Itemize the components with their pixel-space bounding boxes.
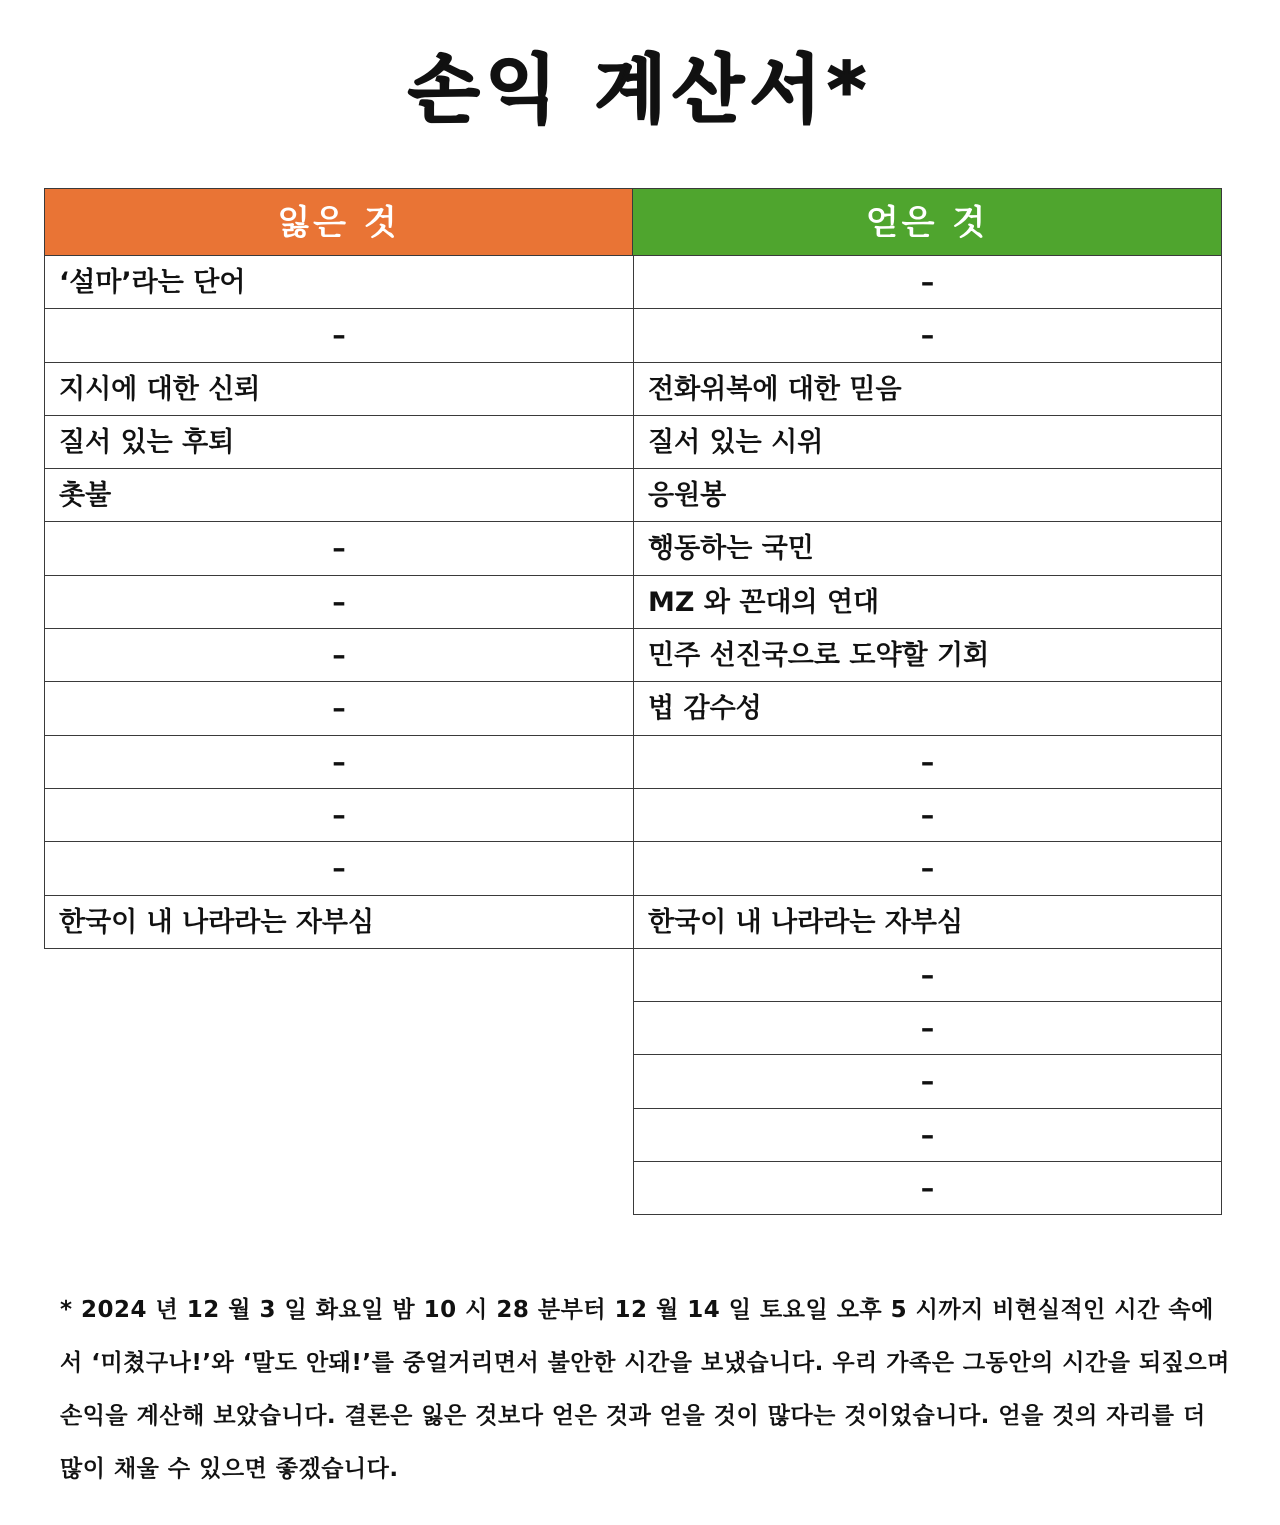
lost-row: –	[44, 736, 633, 789]
lost-row: 한국이 내 나라라는 자부심	[44, 896, 633, 949]
gained-row: 민주 선진국으로 도약할 기회	[633, 629, 1222, 682]
gained-row: –	[633, 1162, 1222, 1215]
gained-row: 한국이 내 나라라는 자부심	[633, 896, 1222, 949]
gained-row: –	[633, 1002, 1222, 1055]
gained-row: –	[633, 789, 1222, 842]
lost-row: ‘설마’라는 단어	[44, 256, 633, 309]
page-title: 손익 계산서*	[408, 47, 872, 133]
gained-row: –	[633, 736, 1222, 789]
lost-column-header: 잃은 것	[44, 188, 633, 256]
lost-row: 질서 있는 후퇴	[44, 416, 633, 469]
gained-row: –	[633, 1055, 1222, 1108]
lost-row: –	[44, 789, 633, 842]
lost-column	[44, 188, 633, 949]
lost-row: –	[44, 842, 633, 895]
gained-rows	[633, 256, 1222, 1215]
gained-row: –	[633, 309, 1222, 362]
gained-column-header: 얻은 것	[633, 188, 1222, 256]
lost-row: –	[44, 682, 633, 735]
lost-row: 지시에 대한 신뢰	[44, 363, 633, 416]
gained-row: 행동하는 국민	[633, 522, 1222, 575]
gained-column	[633, 188, 1222, 1215]
gained-row: –	[633, 1109, 1222, 1162]
lost-rows	[44, 256, 633, 949]
gained-row: 질서 있는 시위	[633, 416, 1222, 469]
gained-row: –	[633, 842, 1222, 895]
lost-row: 촛불	[44, 469, 633, 522]
gained-row: MZ 와 꼰대의 연대	[633, 576, 1222, 629]
gained-row: –	[633, 949, 1222, 1002]
lost-row: –	[44, 522, 633, 575]
lost-row: –	[44, 309, 633, 362]
gained-row: 응원봉	[633, 469, 1222, 522]
gained-row: –	[633, 256, 1222, 309]
gained-row: 전화위복에 대한 믿음	[633, 363, 1222, 416]
footnote: * 2024 년 12 월 3 일 화요일 밤 10 시 28 분부터 12 월 14 일 토요일 오후 5 시까지 비현실적인 시간 속에서 ‘미쳤구나!’와 ‘말도 안돼!’를 중얼거리면서 불안한 시간을 보냈습니다. 우리 가족은 그동안의 시간을 되짚으며 손익을 계산해 보았습니다. 결론은 잃은 것보다 얻은 것과 얻을 것이 많다는 것이었습니다. 얻을 것의 자리를 더 많이 채울 수 있으면 좋겠습니다.	[60, 1297, 1230, 1482]
lost-row: –	[44, 629, 633, 682]
gained-row: 법 감수성	[633, 682, 1222, 735]
lost-row: –	[44, 576, 633, 629]
